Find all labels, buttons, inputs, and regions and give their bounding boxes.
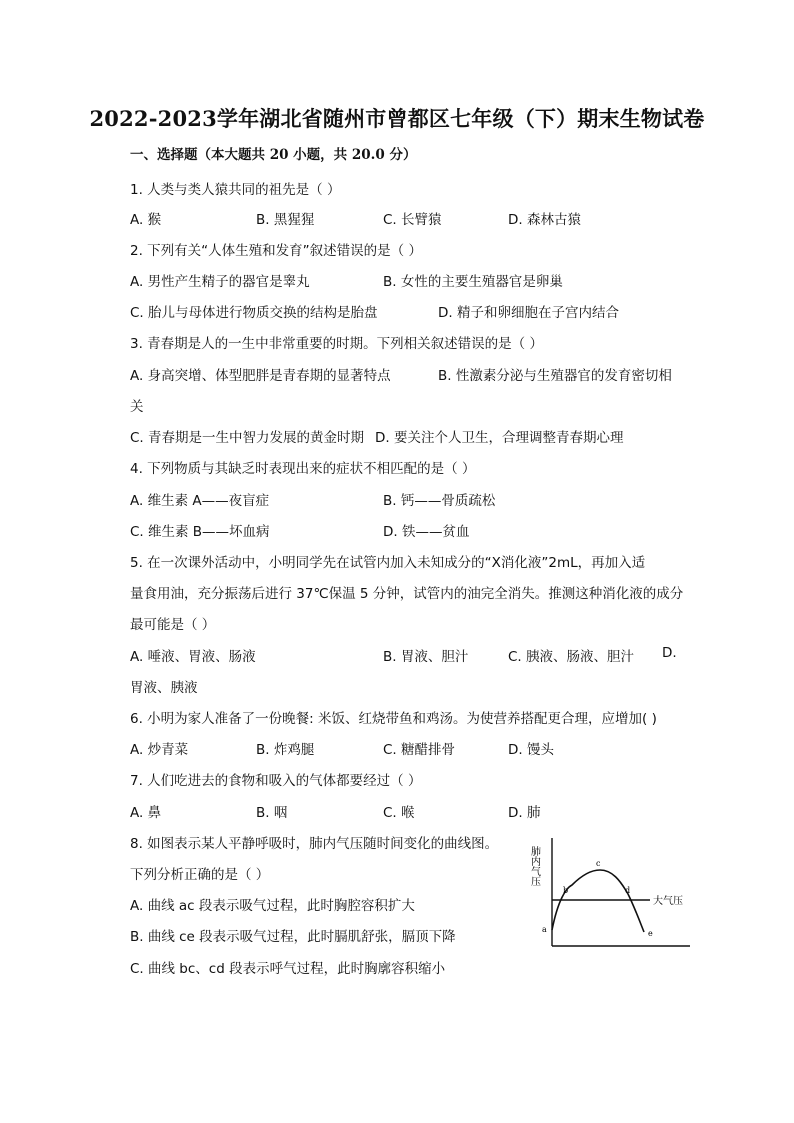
y-axis-label: 肺内气压 — [528, 846, 540, 886]
section-heading: 一、选择题（本大题共 20 小题，共 20.0 分） — [130, 147, 417, 163]
pressure-curve — [552, 870, 644, 932]
question-4-stem: 4. 下列物质与其缺乏时表现出来的症状不相匹配的是（ ） — [130, 461, 476, 477]
question-2-stem: 2. 下列有关“人体生殖和发育”叙述错误的是（ ） — [130, 243, 422, 259]
point-a-label: a — [542, 925, 547, 934]
q6-option-b: B. 炸鸡腿 — [256, 742, 315, 758]
point-d-label: d — [625, 886, 631, 895]
question-5-stem: 5. 在一次课外活动中，小明同学先在试管内加入未知成分的“X消化液”2mL，再加入适 — [130, 555, 646, 571]
q6-option-a: A. 炒青菜 — [130, 742, 189, 758]
q8-option-a: A. 曲线 ac 段表示吸气过程，此时胸腔容积扩大 — [130, 898, 415, 914]
q5-option-c: C. 胰液、肠液、胆汁 — [508, 649, 635, 665]
q7-option-a: A. 鼻 — [130, 805, 162, 821]
q7-option-b: B. 咽 — [256, 805, 288, 821]
q8-option-b: B. 曲线 ce 段表示吸气过程，此时膈肌舒张，膈顶下降 — [130, 929, 456, 945]
q1-option-c: C. 长臂猿 — [383, 212, 442, 228]
q2-option-d: D. 精子和卵细胞在子宫内结合 — [438, 305, 619, 321]
question-1-stem: 1. 人类与类人猿共同的祖先是（ ） — [130, 182, 341, 198]
q3-option-a: A. 身高突增、体型肥胖是青春期的显著特点 — [130, 368, 391, 384]
q5-option-d: D. — [662, 645, 677, 661]
q2-option-b: B. 女性的主要生殖器官是卵巢 — [383, 274, 563, 290]
q3-option-b: B. 性激素分泌与生殖器官的发育密切相 — [438, 368, 672, 384]
q7-option-d: D. 肺 — [508, 805, 541, 821]
q1-option-d: D. 森林古猿 — [508, 212, 581, 228]
question-7-stem: 7. 人们吃进去的食物和吸入的气体都要经过（ ） — [130, 773, 422, 789]
q8-option-c: C. 曲线 bc、cd 段表示呼气过程，此时胸廓容积缩小 — [130, 961, 446, 977]
point-b-label: b — [563, 886, 569, 895]
q5-option-a: A. 唾液、胃液、肠液 — [130, 649, 256, 665]
question-6-stem: 6. 小明为家人准备了一份晚餐: 米饭、红烧带鱼和鸡汤。为使营养搭配更合理，应增加( ) — [130, 711, 657, 727]
q2-option-a: A. 男性产生精子的器官是睾丸 — [130, 274, 310, 290]
question-5-stem-line2: 量食用油，充分振荡后进行 37℃保温 5 分钟，试管内的油完全消失。推测这种消化液的成分 — [130, 586, 684, 602]
q4-option-c: C. 维生素 B——坏血病 — [130, 524, 270, 540]
point-e-label: e — [648, 929, 653, 938]
question-8-stem-line2: 下列分析正确的是（ ） — [130, 867, 270, 883]
q6-option-d: D. 馒头 — [508, 742, 554, 758]
q7-option-c: C. 喉 — [383, 805, 415, 821]
lung-pressure-figure — [530, 830, 700, 950]
q4-option-d: D. 铁——贫血 — [383, 524, 470, 540]
atmospheric-pressure-label: 大气压 — [653, 896, 683, 907]
q4-option-a: A. 维生素 A——夜盲症 — [130, 493, 270, 509]
q5-option-d-cont: 胃液、胰液 — [130, 680, 198, 696]
paper-title: 2022-2023学年湖北省随州市曾都区七年级（下）期末生物试卷 — [89, 106, 705, 131]
q2-option-c: C. 胎儿与母体进行物质交换的结构是胎盘 — [130, 305, 378, 321]
q3-option-d: D. 要关注个人卫生，合理调整青春期心理 — [375, 430, 624, 446]
q3-option-c: C. 青春期是一生中智力发展的黄金时期 — [130, 430, 365, 446]
q3-option-b-cont: 关 — [130, 399, 144, 415]
q1-option-a: A. 猴 — [130, 212, 162, 228]
point-c-label: c — [596, 859, 601, 868]
q1-option-b: B. 黑猩猩 — [256, 212, 315, 228]
question-3-stem: 3. 青春期是人的一生中非常重要的时期。下列相关叙述错误的是（ ） — [130, 336, 543, 352]
question-8-stem: 8. 如图表示某人平静呼吸时，肺内气压随时间变化的曲线图。 — [130, 836, 499, 852]
q6-option-c: C. 糖醋排骨 — [383, 742, 456, 758]
question-5-stem-line3: 最可能是（ ） — [130, 617, 216, 633]
q5-option-b: B. 胃液、胆汁 — [383, 649, 469, 665]
q4-option-b: B. 钙——骨质疏松 — [383, 493, 496, 509]
